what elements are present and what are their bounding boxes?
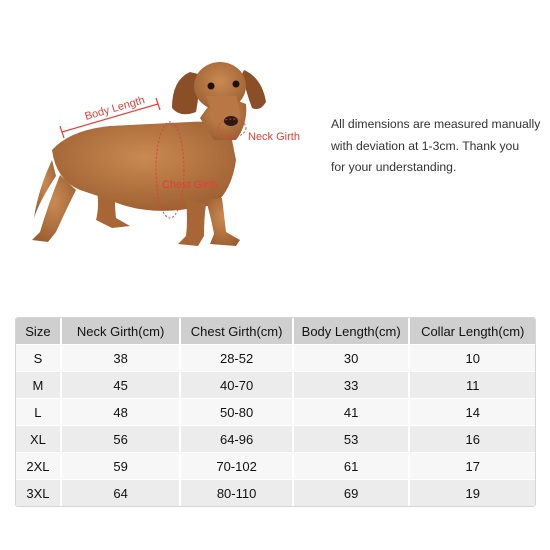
cell-neck-girth: 45: [62, 371, 181, 398]
cell-neck-girth: 64: [62, 479, 181, 506]
dog-measurement-illustration: [0, 0, 330, 280]
cell-neck-girth: 38: [62, 344, 181, 371]
cell-body-length: 33: [294, 371, 411, 398]
table-header-row: [16, 318, 535, 344]
neck-girth-label: Neck Girth: [248, 131, 300, 143]
note-line: with deviation at 1-3cm. Thank you: [331, 138, 520, 153]
cell-body-length: 69: [294, 479, 411, 506]
cell-collar-length: 17: [410, 452, 535, 479]
table-row: [16, 371, 535, 398]
cell-chest-girth: 70-102: [181, 452, 294, 479]
cell-neck-girth: 56: [62, 425, 181, 452]
cell-chest-girth: 50-80: [181, 398, 294, 425]
cell-neck-girth: 48: [62, 398, 181, 425]
cell-size: 3XL: [16, 479, 62, 506]
table-row: [16, 398, 535, 425]
cell-body-length: 53: [294, 425, 411, 452]
cell-size: 2XL: [16, 452, 62, 479]
cell-size: S: [16, 344, 62, 371]
cell-collar-length: 11: [410, 371, 535, 398]
dog-illustration: [32, 62, 266, 246]
column-header-collar-length: Collar Length(cm): [410, 318, 535, 344]
column-header-neck-girth: Neck Girth(cm): [62, 318, 181, 344]
table-row: [16, 344, 535, 371]
cell-collar-length: 10: [410, 344, 535, 371]
cell-collar-length: 16: [410, 425, 535, 452]
cell-size: L: [16, 398, 62, 425]
chest-girth-label: Chest Girth: [162, 179, 218, 191]
cell-chest-girth: 80-110: [181, 479, 294, 506]
table-row: [16, 479, 535, 506]
cell-size: M: [16, 371, 62, 398]
cell-chest-girth: 28-52: [181, 344, 294, 371]
table-row: [16, 425, 535, 452]
cell-collar-length: 14: [410, 398, 535, 425]
body-length-label: Body Length: [83, 94, 147, 123]
column-header-chest-girth: Chest Girth(cm): [181, 318, 294, 344]
cell-body-length: 41: [294, 398, 411, 425]
cell-neck-girth: 59: [62, 452, 181, 479]
cell-collar-length: 19: [410, 479, 535, 506]
cell-size: XL: [16, 425, 62, 452]
measurement-note: [331, 114, 546, 179]
column-header-size: Size: [16, 318, 62, 344]
table-row: [16, 452, 535, 479]
cell-chest-girth: 40-70: [181, 371, 294, 398]
cell-body-length: 61: [294, 452, 411, 479]
column-header-body-length: Body Length(cm): [294, 318, 411, 344]
cell-chest-girth: 64-96: [181, 425, 294, 452]
cell-body-length: 30: [294, 344, 411, 371]
note-line: for your understanding.: [331, 160, 457, 174]
size-chart-table: [15, 317, 536, 507]
note-line: All dimensions are measured manually: [331, 117, 541, 131]
